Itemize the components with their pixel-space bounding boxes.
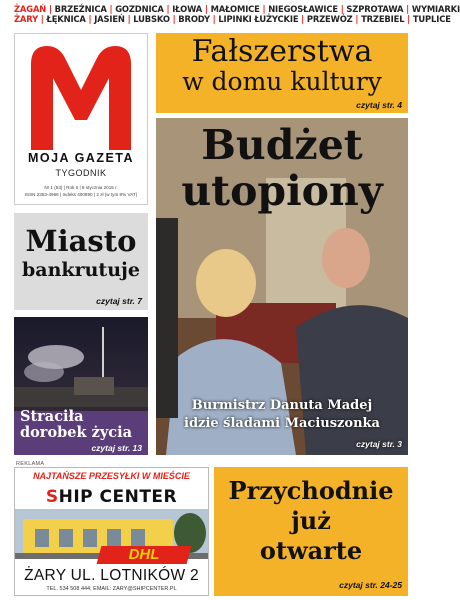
- town-separator: |: [124, 14, 134, 24]
- town-name: LIPINKI ŁUŻYCKIE: [218, 14, 299, 24]
- town-name: MAŁOMICE: [210, 4, 260, 14]
- paper-name: MOJA GAZETA: [27, 151, 135, 165]
- imprint: [15, 184, 147, 198]
- przychodnie-ref: czytaj str. 24-25: [339, 580, 402, 590]
- town-separator: |: [202, 4, 211, 14]
- ad-banner: NAJTAŃSZE PRZESYŁKI W MIEŚCIE: [15, 468, 208, 485]
- przychodnie-line1: Przychodnie: [228, 476, 394, 505]
- budzet-line2: utopiony: [181, 167, 383, 215]
- przychodnie-line3: otwarte: [259, 536, 363, 565]
- town-name: BRZEŹNICA: [54, 4, 107, 14]
- dhl-text: DHL: [128, 546, 160, 563]
- town-separator: |: [403, 4, 412, 14]
- town-name: IŁOWA: [172, 4, 203, 14]
- paper-frequency: TYGODNIK: [55, 168, 107, 178]
- ad-brand-rest: HIP CENTER: [58, 487, 178, 507]
- town-name: SZPROTAWA: [346, 4, 404, 14]
- town-name: BRODY: [178, 14, 210, 24]
- town-separator: |: [38, 14, 47, 24]
- story-falszerstwa[interactable]: [156, 33, 408, 113]
- burmistrz-ref: czytaj str. 3: [356, 439, 402, 449]
- falszerstwa-ref: czytaj str. 4: [356, 100, 402, 110]
- dorobek-line2: dorobek życia: [20, 424, 132, 441]
- towns-line-2: [14, 14, 451, 24]
- ad-address: ŻARY UL. LOTNIKÓW 2: [24, 567, 199, 584]
- town-separator: |: [163, 4, 173, 14]
- town-name: GOZDNICA: [115, 4, 164, 14]
- main-photo[interactable]: [156, 118, 408, 455]
- ad-label: REKLAMA: [16, 461, 45, 467]
- town-separator: |: [85, 14, 95, 24]
- story-dorobek[interactable]: [14, 317, 148, 455]
- imprint-line-1: Nr 1 (53) | Rok II | 8 stycznia 2015 r.: [44, 185, 118, 190]
- town-separator: |: [106, 4, 116, 14]
- masthead: [14, 33, 148, 205]
- dorobek-line1: Straciła: [20, 408, 84, 425]
- burmistrz-line2: idzie śladami Maciuszonka: [184, 416, 380, 431]
- story-przychodnie[interactable]: [214, 467, 408, 596]
- imprint-line-2: ISSN 2353-4966 | Indeks 400890 | 2 zł (w tym 8% VAT): [24, 192, 138, 197]
- towns-line-1: [14, 4, 460, 14]
- town-separator: |: [169, 14, 179, 24]
- town-name: ŻAGAŃ: [14, 4, 47, 14]
- town-name: JASIEŃ: [94, 14, 125, 24]
- falszerstwa-line1: Fałszerstwa: [191, 34, 373, 69]
- town-separator: |: [298, 14, 307, 24]
- town-name: WYMIARKI: [411, 4, 460, 14]
- ship-center-ad[interactable]: [14, 467, 209, 596]
- town-name: LUBSKO: [133, 14, 170, 24]
- miasto-line2: bankrutuje: [22, 259, 140, 281]
- ad-brand: [15, 485, 208, 509]
- falszerstwa-line2: w domu kultury: [182, 67, 382, 96]
- przychodnie-line2: już: [291, 506, 331, 535]
- town-separator: |: [337, 4, 347, 14]
- town-name: TRZEBIEL: [361, 14, 405, 24]
- town-name: NIEGOSŁAWICE: [268, 4, 338, 14]
- town-separator: |: [209, 14, 219, 24]
- m-logo-icon: [25, 42, 137, 150]
- ad-brand-s: S: [45, 487, 59, 507]
- ad-contact: TEL. 534 508 444; EMAIL: ZARY@SHIPCENTER.PL: [46, 586, 177, 592]
- story-miasto[interactable]: [14, 213, 148, 310]
- town-separator: |: [404, 14, 413, 24]
- town-separator: |: [352, 14, 362, 24]
- town-separator: |: [259, 4, 269, 14]
- burmistrz-line1: Burmistrz Danuta Madej: [191, 398, 373, 413]
- town-separator: |: [46, 4, 55, 14]
- town-name: TUPLICE: [412, 14, 451, 24]
- town-name: ŁĘKNICA: [46, 14, 86, 24]
- dorobek-ref: czytaj str. 13: [91, 443, 142, 453]
- budzet-line1: Budżet: [201, 121, 363, 169]
- town-name: ŻARY: [14, 14, 39, 24]
- miasto-ref: czytaj str. 7: [96, 296, 142, 306]
- town-name: PRZEWÓZ: [306, 14, 353, 24]
- miasto-line1: Miasto: [25, 224, 137, 258]
